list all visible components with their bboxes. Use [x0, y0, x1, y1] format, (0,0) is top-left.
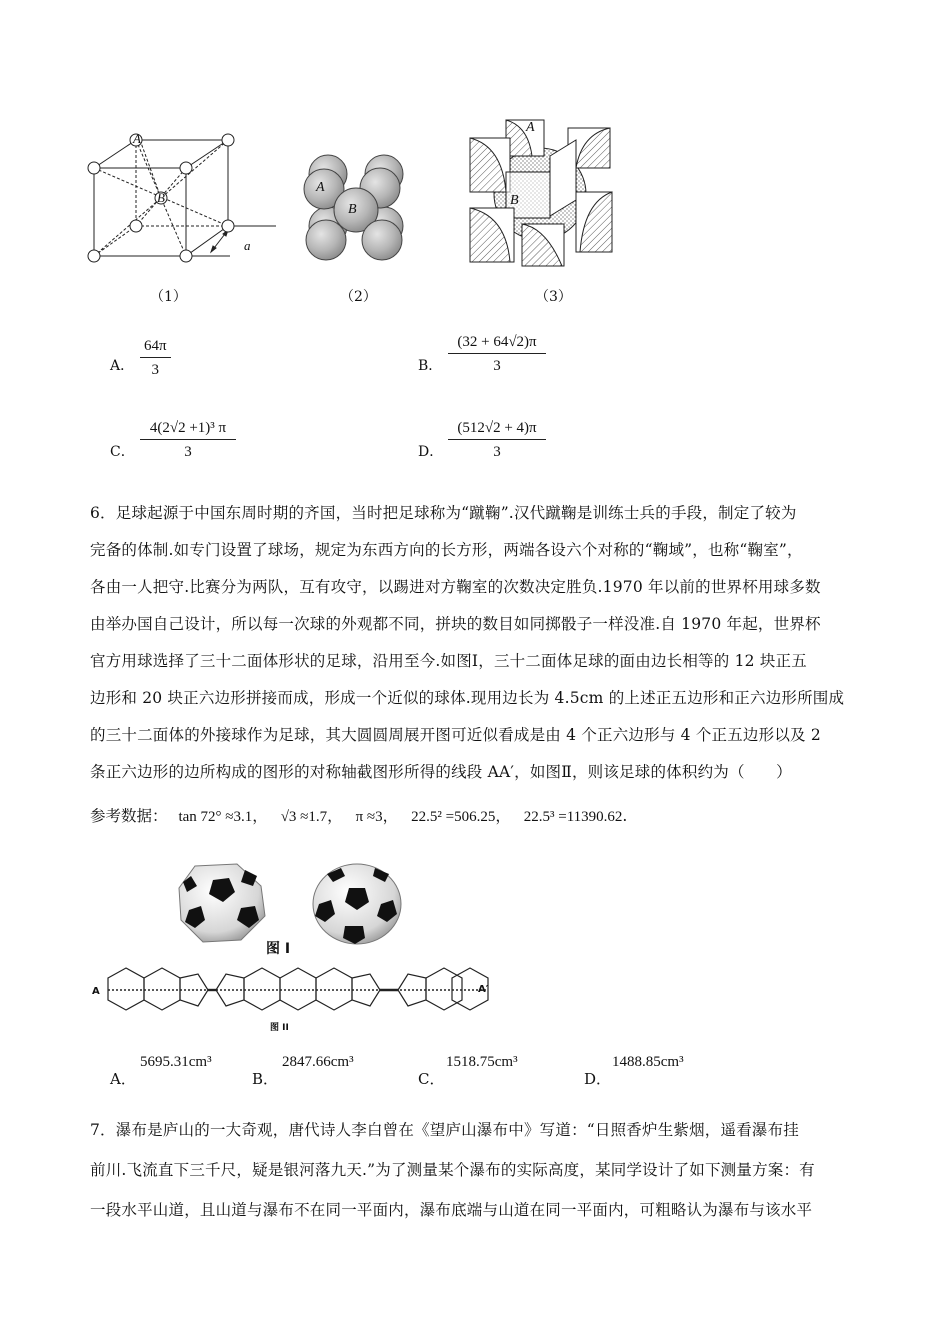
q6-option-d-value: 1488.85cm³: [612, 1054, 684, 1070]
q6-option-d-letter[interactable]: D．: [584, 1070, 612, 1088]
q6-option-c-letter[interactable]: C．: [418, 1070, 445, 1088]
spheres-label-a: A: [316, 180, 325, 195]
cube-label-edge: a: [244, 238, 251, 253]
reference-item: √3 ≈1.7: [280, 809, 328, 825]
q6-text: [90, 495, 870, 791]
q6-option-a-letter[interactable]: A．: [110, 1070, 136, 1088]
q5-option-c-fraction: 4(2√2 +1)³ π 3: [140, 420, 236, 461]
q7-line: 7．瀑布是庐山的一大奇观，唐代诗人李白曾在《望庐山瀑布中》写道：“日照香炉生紫烟，遥看瀑布挂: [90, 1121, 799, 1139]
q5-option-d-fraction: (512√2 + 4)π 3: [448, 420, 546, 461]
caption-3: （3）: [535, 289, 572, 305]
cube-label-a: A: [133, 131, 141, 146]
q6-reference-data: 参考数据： tan 72° ≈3.1， √3 ≈1.7， π ≈3， 22.5² =506.25， 22.5³ =11390.62.: [90, 807, 628, 825]
q5-option-a-fraction: 64π 3: [140, 338, 171, 379]
q5-option-b-letter[interactable]: B．: [418, 358, 443, 374]
q5-option-b-fraction: (32 + 64√2)π 3: [448, 334, 546, 375]
q6-line: 边形和 20 块正六边形拼接而成，形成一个近似的球体.现用边长为 4.5cm 的上述正五边形和正六边形所围成: [90, 689, 845, 707]
cut-cell-figure: [466, 112, 616, 270]
q6-line: 由举办国自己设计，所以每一次球的外观都不同，拼块的数目如同掷骰子一样没准.自 1970 年起，世界杯: [90, 615, 821, 633]
caption-1: （1）: [150, 289, 187, 305]
reference-label: 参考数据：: [90, 807, 168, 825]
q6-line: 官方用球选择了三十二面体形状的足球，沿用至今.如图Ⅰ，三十二面体足球的面由边长相等的 12 块正五: [90, 652, 807, 670]
q6-line: 条正六边形的边所构成的图形的对称轴截图形所得的线段 AA′，如图Ⅱ，则该足球的体积约为（ ）: [90, 763, 792, 781]
figure-1-label: 图 I: [266, 941, 291, 957]
q5-option-c-letter[interactable]: C．: [110, 444, 135, 460]
cube-label-b: B: [157, 190, 165, 205]
caption-2: （2）: [340, 289, 377, 305]
cut-label-a: A: [526, 120, 535, 135]
q6-option-c-value: 1518.75cm³: [446, 1054, 518, 1070]
q7-line: 前川.飞流直下三千尺，疑是银河落九天.”为了测量某个瀑布的实际高度，某同学设计了如下测量方案：有: [90, 1161, 815, 1179]
q6-line: 各由一人把守.比赛分为两队，互有攻守，以踢进对方鞠室的次数决定胜负.1970 年以前的世界杯用球多数: [90, 578, 821, 596]
reference-item: 22.5² =506.25: [411, 809, 496, 825]
reference-item: tan 72° ≈3.1: [178, 809, 253, 825]
figure-2-point-a-prime: A′: [478, 984, 489, 995]
figure-2-label: 图 II: [270, 1023, 289, 1033]
figure-2-point-a: A: [92, 986, 100, 997]
q6-line: 完备的体制.如专门设置了球场，规定为东西方向的长方形，两端各设六个对称的“鞠域”，也称“鞠室”，: [90, 541, 803, 559]
q6-option-b-letter[interactable]: B．: [252, 1070, 279, 1088]
spheres-label-b: B: [348, 202, 357, 217]
q6-line: 6．足球起源于中国东周时期的齐国，当时把足球称为“蹴鞠”.汉代蹴鞠是训练士兵的手段，制定了较为: [90, 504, 797, 522]
reference-item: 22.5³ =11390.62: [523, 809, 623, 825]
q5-option-d-letter[interactable]: D．: [418, 444, 444, 460]
unfolded-strip-figure: [90, 966, 500, 1022]
q7-line: 一段水平山道，且山道与瀑布不在同一平面内，瀑布底端与山道在同一平面内，可粗略认为瀑布与该水平: [90, 1201, 813, 1219]
spheres-figure: [300, 152, 418, 267]
soccer-balls-figure: [175, 860, 410, 950]
reference-item: π ≈3: [355, 809, 383, 825]
cut-label-b: B: [510, 193, 519, 208]
q6-line: 的三十二面体的外接球作为足球，其大圆圆周展开图可近似看成是由 4 个正六边形与 4 个正五边形以及 2: [90, 726, 821, 744]
q6-option-b-value: 2847.66cm³: [282, 1054, 354, 1070]
q5-option-a-letter[interactable]: A．: [110, 358, 135, 374]
q6-option-a-value: 5695.31cm³: [140, 1054, 212, 1070]
q7-text: [90, 1110, 870, 1230]
